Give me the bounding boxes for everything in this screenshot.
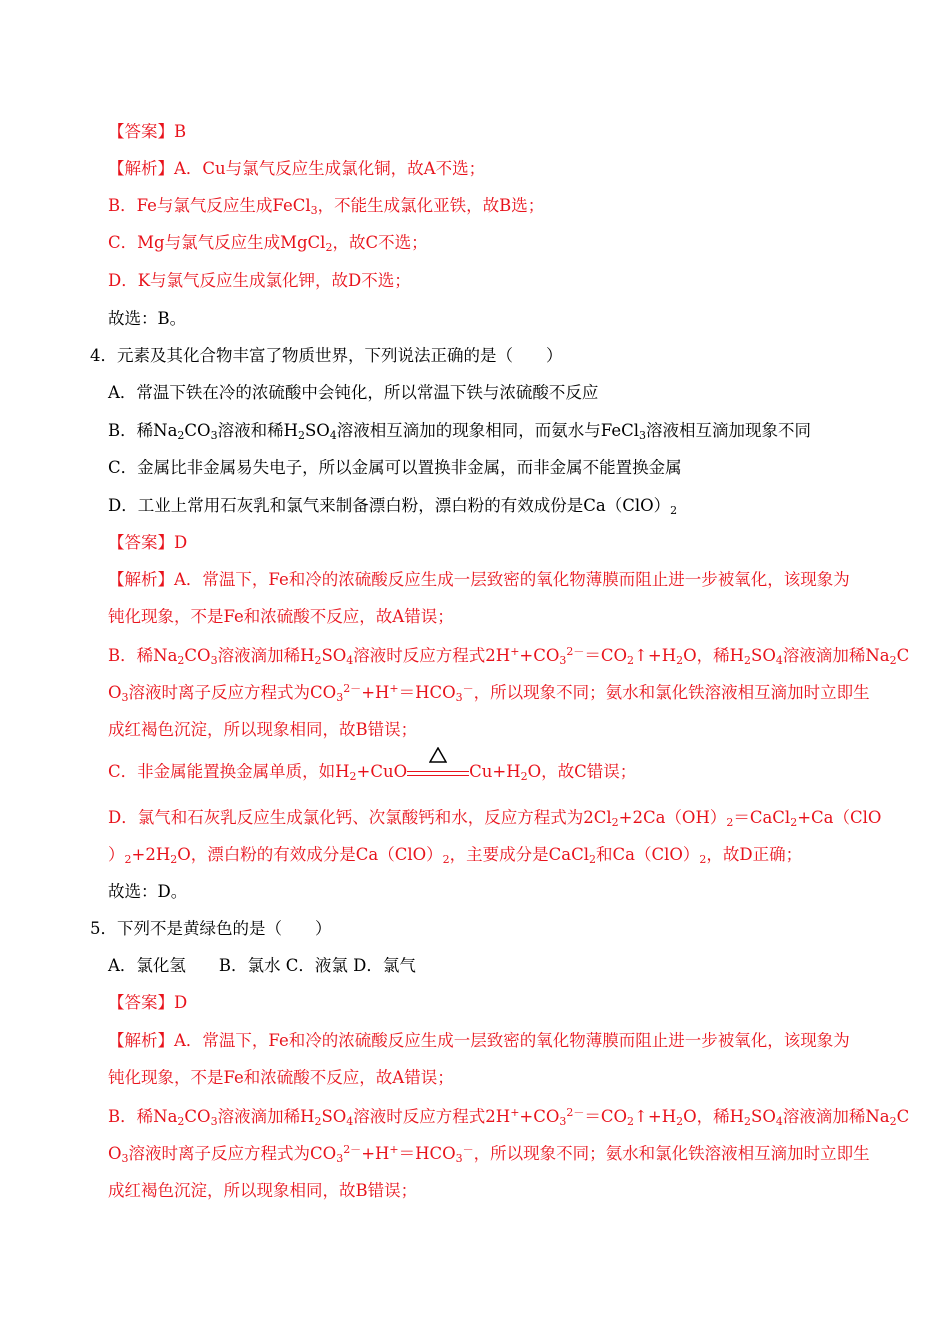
q4-analysis-b-line1: B．稀$Na_2CO_3$溶液滴加稀$H_2SO_4$溶液时反应方程式$2H^++CO_3^{2-}=CO_2↑+H_2O$，稀$H_2SO_4$溶液滴加稀$Na_2C$: [108, 645, 910, 667]
q3-answer: 【答案】B: [108, 122, 187, 141]
q4-analysis-d-line2: ）$_2+2H_2O$，漂白粉的有效成分是$Ca(ClO)_2$，主要成分是CaCl$_2$和$Ca(ClO)_2$，故D正确；: [108, 845, 803, 866]
q5-options: A．氯化氢 B．氯水 C．液氯 D．氯气: [108, 956, 416, 975]
q4-answer: 【答案】D: [108, 533, 188, 552]
q5-analysis-a-line2: 钝化现象，不是Fe和浓硫酸不反应，故A错误；: [108, 1068, 454, 1087]
q4-option-c: C．金属比非金属易失电子，所以金属可以置换非金属，而非金属不能置换金属: [108, 458, 682, 477]
q4-analysis-a-line1: 【解析】A．常温下，Fe和冷的浓硫酸反应生成一层致密的氧化物薄膜而阻止进一步被氧化，该现象为: [108, 570, 850, 589]
q5-analysis-b-line3: 成红褐色沉淀，所以现象相同，故B错误；: [108, 1181, 418, 1200]
q4-analysis-a-line2: 钝化现象，不是Fe和浓硫酸不反应，故A错误；: [108, 607, 454, 626]
q4-analysis-d-line1: D．氯气和石灰乳反应生成氯化钙、次氯酸钙和水，反应方程式为$2Cl_2+2Ca(OH)_2=CaCl_2+Ca(ClO$: [108, 808, 882, 829]
q4-option-a: A．常温下铁在冷的浓硫酸中会钝化，所以常温下铁与浓硫酸不反应: [108, 383, 599, 402]
q5-analysis-a-line1: 【解析】A．常温下，Fe和冷的浓硫酸反应生成一层致密的氧化物薄膜而阻止进一步被氧化，该现象为: [108, 1031, 850, 1050]
q5-stem: 5．下列不是黄绿色的是（ ）: [90, 919, 332, 938]
q4-analysis-b-line2: $O_3$溶液时离子反应方程式为$CO_3^{2-}+H^+=HCO_3^-$，所以现象不同；氨水和氯化铁溶液相互滴加时立即生: [108, 682, 870, 704]
q3-analysis-c: C．Mg与氯气反应生成MgCl$_2$，故C不选；: [108, 233, 428, 254]
q3-analysis-d: D．K与氯气反应生成氯化钾，故D不选；: [108, 271, 411, 290]
q4-stem: 4．元素及其化合物丰富了物质世界，下列说法正确的是（ ）: [90, 346, 563, 365]
q4-analysis-b-line3: 成红褐色沉淀，所以现象相同，故B错误；: [108, 720, 418, 739]
delta-icon: [429, 747, 447, 763]
q5-answer: 【答案】D: [108, 993, 188, 1012]
q3-analysis-a: 【解析】A．Cu与氯气反应生成氯化铜，故A不选；: [108, 159, 486, 178]
heating-equals-sign: [407, 761, 469, 783]
q4-option-b: B．稀$Na_2CO_3$溶液和稀$H_2SO_4$溶液相互滴加的现象相同，而氨水与FeCl$_3$溶液相互滴加现象不同: [108, 421, 812, 442]
q4-option-d: D．工业上常用石灰乳和氯气来制备漂白粉，漂白粉的有效成份是$Ca(ClO)_2$: [108, 496, 678, 517]
q3-conclusion: 故选：B。: [108, 309, 187, 328]
q4-conclusion: 故选：D。: [108, 882, 188, 901]
q4-analysis-c: C．非金属能置换金属单质，如$H_2+CuO$ $Cu+H_2O$，故C错误；: [108, 761, 636, 783]
q5-analysis-b-line1: B．稀$Na_2CO_3$溶液滴加稀$H_2SO_4$溶液时反应方程式$2H^++CO_3^{2-}=CO_2↑+H_2O$，稀$H_2SO_4$溶液滴加稀$Na_2C$: [108, 1106, 910, 1128]
q3-analysis-b: B．Fe与氯气反应生成FeCl$_3$，不能生成氯化亚铁，故B选；: [108, 196, 545, 217]
q5-analysis-b-line2: $O_3$溶液时离子反应方程式为$CO_3^{2-}+H^+=HCO_3^-$，所以现象不同；氨水和氯化铁溶液相互滴加时立即生: [108, 1143, 870, 1165]
